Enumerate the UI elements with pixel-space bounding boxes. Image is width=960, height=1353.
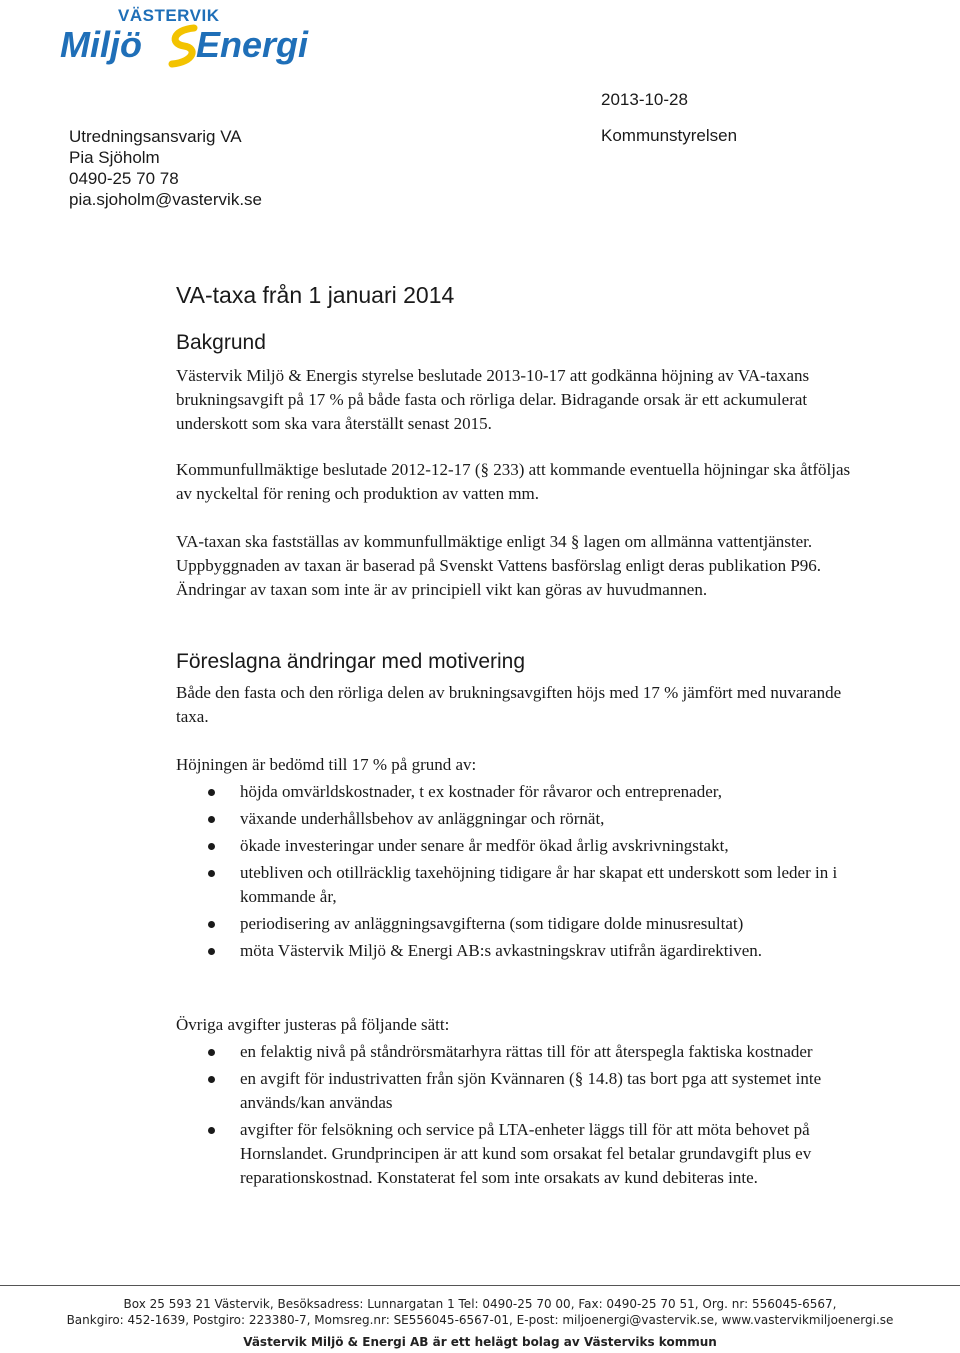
logo-word-left: Miljö [60, 24, 142, 65]
bullet-icon [208, 948, 215, 955]
section-heading-background: Bakgrund [176, 331, 266, 354]
paragraph-increase: Både den fasta och den rörliga delen av brukningsavgiften höjs med 17 % jämfört med nuvarande taxa. [176, 683, 842, 726]
sender-name: Pia Sjöholm [69, 148, 160, 167]
bullet-icon [208, 870, 215, 877]
footer-ownership: Västervik Miljö & Energi AB är ett helägt bolag av Västerviks kommun [243, 1335, 717, 1349]
logo-top-word: VÄSTERVIK [118, 6, 220, 25]
list-item: en avgift för industrivatten från sjön Kvännaren (§ 14.8) tas bort pga att systemet inte används/kan användas [176, 1067, 876, 1115]
sender-phone: 0490-25 70 78 [69, 169, 179, 188]
sender-block [69, 126, 262, 210]
sender-role: Utredningsansvarig VA [69, 127, 242, 146]
list-item: avgifter för felsökning och service på LTA-enheter läggs till för att möta behovet på Hornslandet. Grundprincipen är att kund som orsakat fel betalar grundavgift plus ev reparationskostnad. Konstaterat fel som inte orsakats av kund debiteras inte. [176, 1118, 876, 1190]
list-item: växande underhållsbehov av anläggningar och rörnät, [176, 807, 876, 831]
document-recipient: Kommunstyrelsen [601, 126, 738, 145]
bullet-icon [208, 1049, 215, 1056]
list-item: en felaktig nivå på ståndrörsmätarhyra rättas till för att återspegla faktiska kostnader [176, 1040, 876, 1064]
bullet-icon [208, 1076, 215, 1083]
logo-word-right: Energi [196, 24, 309, 65]
reasons-list [176, 780, 876, 966]
footer-address: Box 25 593 21 Västervik, Besöksadress: Lunnargatan 1 Tel: 0490-25 70 00, Fax: 0490-25 70 51, Org. nr: 556045-6567, [123, 1297, 837, 1311]
list-item: utebliven och otillräcklig taxehöjning tidigare år har skapat ett underskott som leder in i kommande år, [176, 861, 876, 909]
paragraph-reasons-intro: Höjningen är bedömd till 17 % på grund av: [176, 755, 477, 774]
section-heading-proposed-changes: Föreslagna ändringar med motivering [176, 650, 526, 673]
bullet-icon [208, 789, 215, 796]
list-item: ökade investeringar under senare år medför ökad årlig avskrivningstakt, [176, 834, 876, 858]
paragraph-council-decision: Kommunfullmäktige beslutade 2012-12-17 (§ 233) att kommande eventuella höjningar ska åtföljas av nyckeltal för rening och produktion av vatten mm. [176, 460, 851, 503]
paragraph-other-fees-intro: Övriga avgifter justeras på följande sätt: [176, 1015, 450, 1034]
footer-divider [0, 1285, 960, 1286]
sender-email: pia.sjoholm@vastervik.se [69, 190, 262, 209]
document-date: 2013-10-28 [601, 90, 688, 109]
paragraph-legal-basis: VA-taxan ska fastställas av kommunfullmäktige enligt 34 § lagen om allmänna vattentjänster. Uppbyggnaden av taxan är baserad på Svenskt Vattens basförslag enligt deras publikation P96. Ändringar av taxan som inte är av principiell vikt kan göras av huvudmannen. [176, 532, 822, 599]
list-item: möta Västervik Miljö & Energi AB:s avkastningskrav utifrån ägardirektiven. [176, 939, 876, 963]
list-item: periodisering av anläggningsavgifterna (som tidigare dolde minusresultat) [176, 912, 876, 936]
paragraph-background: Västervik Miljö & Energis styrelse beslutade 2013-10-17 att godkänna höjning av VA-taxans brukningsavgift på 17 % på både fasta och rörliga delar. Bidragande orsak är ett ackumulerat underskott som ska vara återställt senast 2015. [176, 366, 810, 433]
list-item: höjda omvärldskostnader, t ex kostnader för råvaror och entreprenader, [176, 780, 876, 804]
footer-payment-info: Bankgiro: 452-1639, Postgiro: 223380-7, Momsreg.nr: SE556045-6567-01, E-post: miljoenergi@vastervik.se, www.vastervikmiljoenergi.se [66, 1313, 894, 1327]
bullet-icon [208, 816, 215, 823]
footer [0, 1296, 960, 1350]
other-changes-list [176, 1040, 876, 1193]
bullet-icon [208, 921, 215, 928]
document-title: VA-taxa från 1 januari 2014 [176, 282, 455, 308]
bullet-icon [208, 843, 215, 850]
bullet-icon [208, 1127, 215, 1134]
company-logo [60, 6, 309, 70]
